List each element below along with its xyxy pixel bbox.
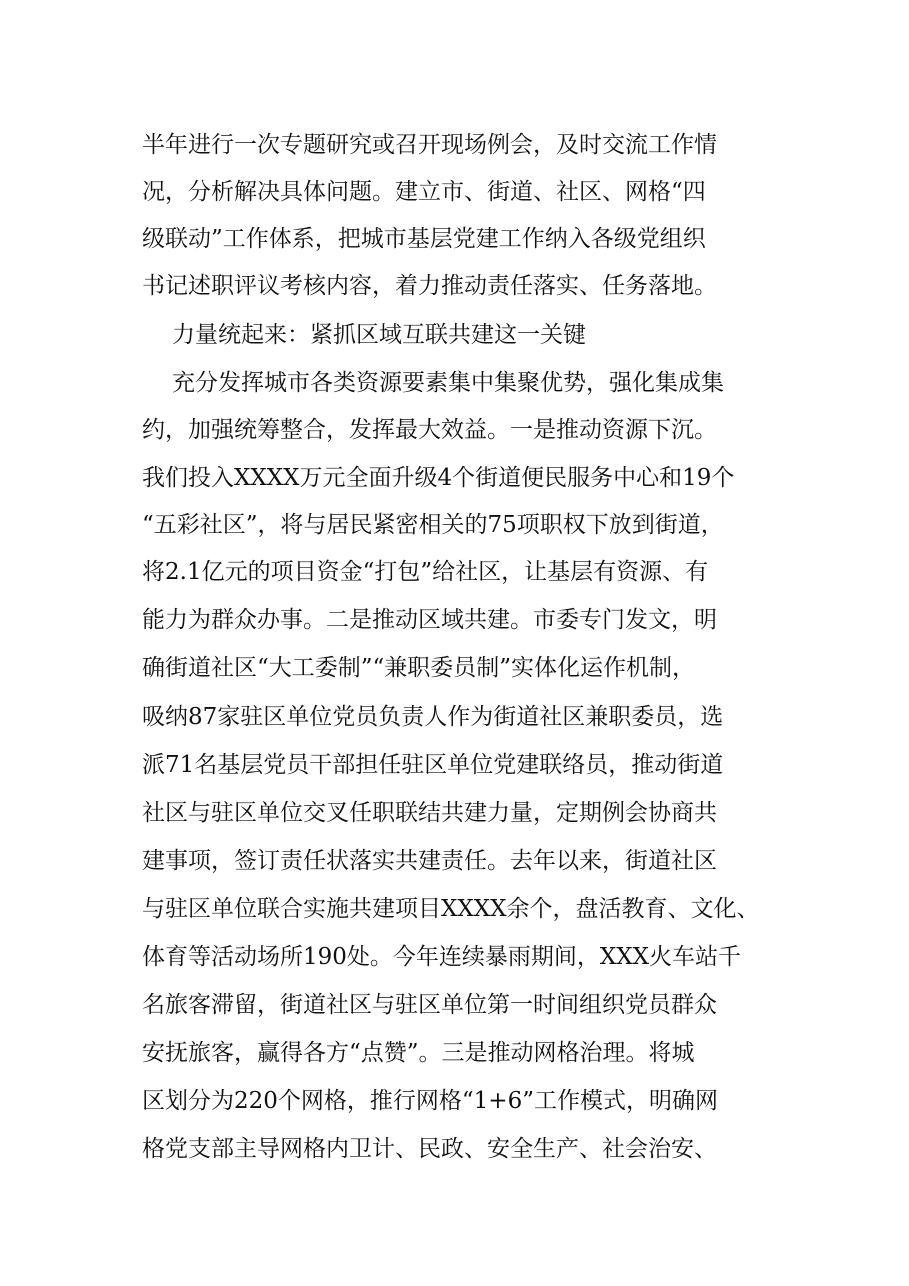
text-line: 社区与驻区单位交叉任职联结共建力量，定期例会协商共: [142, 800, 717, 826]
text-line: 名旅客滞留，街道社区与驻区单位第一时间组织党员群众: [142, 992, 717, 1018]
text-line: “五彩社区”，将与居民紧密相关的75项职权下放到街道，: [142, 512, 724, 538]
text-line: 与驻区单位联合实施共建项目XXXX余个，盘活教育、文化、: [142, 896, 760, 922]
text-line: 充分发挥城市各类资源要素集中集聚优势，强化集成集: [172, 370, 724, 396]
text-line: 派71名基层党员干部担任驻区单位党建联络员，推动街道: [142, 752, 724, 778]
text-line: 吸纳87家驻区单位党员负责人作为街道社区兼职委员，选: [142, 704, 724, 730]
text-line: 格党支部主导网格内卫计、民政、安全生产、社会治安、: [142, 1136, 717, 1162]
text-line: 能力为群众办事。二是推动区域共建。市委专门发文，明: [142, 607, 717, 633]
text-line: 约，加强统筹整合，发挥最大效益。一是推动资源下沉。: [142, 417, 717, 443]
text-line: 我们投入XXXX万元全面升级4个街道便民服务中心和19个: [142, 465, 735, 491]
section-heading: 力量统起来：紧抓区域互联共建这一关键: [172, 322, 586, 348]
text-line: 级联动”工作体系，把城市基层党建工作纳入各级党组织: [142, 226, 706, 252]
text-line: 将2.1亿元的项目资金“打包”给社区，让基层有资源、有: [142, 559, 709, 585]
text-line: 体育等活动场所190处。今年连续暴雨期间，XXX火车站千: [142, 944, 742, 970]
text-line: 确街道社区“大工委制”“兼职委员制”实体化运作机制，: [142, 655, 696, 681]
text-line: 安抚旅客，赢得各方“点赞”。三是推动网格治理。将城: [142, 1040, 695, 1066]
text-line: 半年进行一次专题研究或召开现场例会，及时交流工作情: [142, 132, 717, 158]
text-line: 区划分为220个网格，推行网格“1+6”工作模式，明确网: [142, 1088, 718, 1114]
text-line: 建事项，签订责任状落实共建责任。去年以来，街道社区: [142, 848, 717, 874]
text-line: 书记述职评议考核内容，着力推动责任落实、任务落地。: [142, 273, 717, 299]
text-line: 况，分析解决具体问题。建立市、街道、社区、网格“四: [142, 179, 706, 205]
